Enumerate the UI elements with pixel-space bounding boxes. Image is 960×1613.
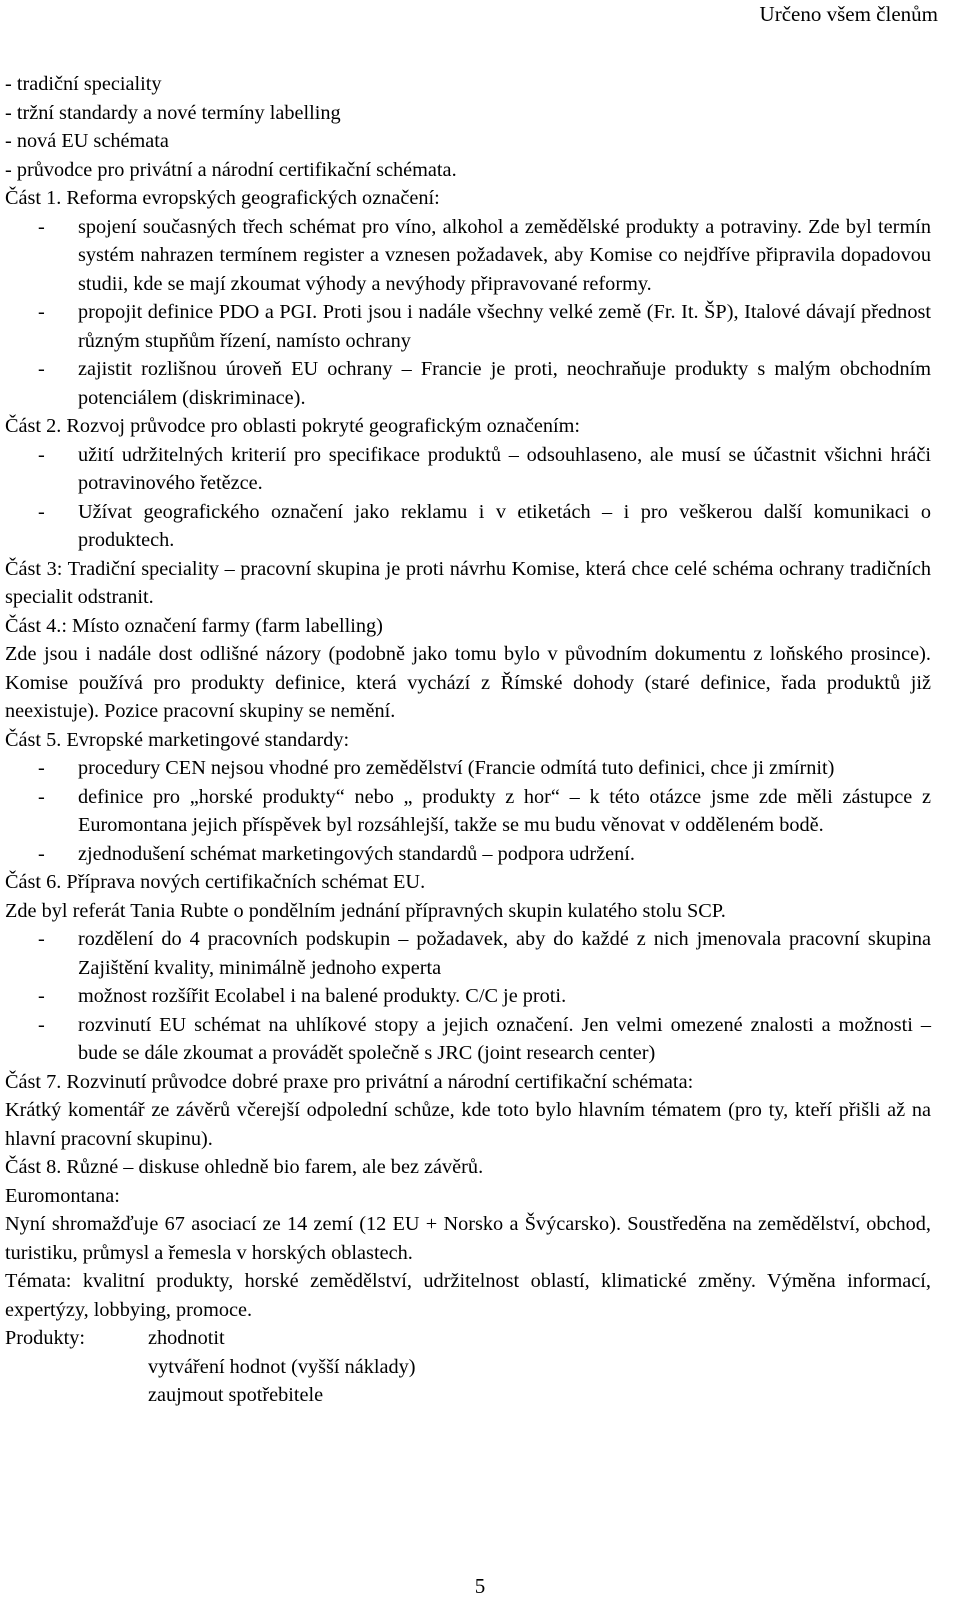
bullet-dash: - — [38, 985, 45, 1007]
intro-line: - tržní standardy a nové termíny labelling — [5, 101, 341, 124]
bullet-dash: - — [38, 1013, 45, 1036]
part4-text: Zde jsou i nadále dost odlišné názory (podobně jako tomu bylo v původním dokumentu z loňského prosince). Komise používá pro produkty definice, která vychází z Římské dohody (staré definice, řada produktů již neexistuje). Pozice pracovní skupiny se nemění. — [5, 643, 931, 722]
part5-bullet: - definice pro „horské produkty“ nebo „ produkty z hor“ – k této otázce jsme zde měli zástupce z Euromontana jejich příspěvek byl rozsáhlejší, takže se mu budu věnovat v odděleném bodě. — [5, 783, 931, 840]
product-item: vytváření hodnot (vyšší náklady) — [148, 1355, 416, 1378]
euromontana-topics: Témata: kvalitní produkty, horské zemědělství, udržitelnost oblastí, klimatické změny. Výměna informací, expertýzy, lobbying, promoce. — [5, 1270, 931, 1321]
intro-line: - průvodce pro privátní a národní certifikační schémata. — [5, 158, 457, 181]
euromontana-text: Nyní shromažďuje 67 asociací ze 14 zemí (12 EU + Norsko a Švýcarsko). Soustředěna na zemědělství, obchod, turistiku, průmysl a řemesla v horských oblastech. — [5, 1213, 931, 1264]
products-row — [5, 1324, 931, 1353]
bullet-dash: - — [38, 215, 45, 238]
part3-text: Část 3: Tradiční speciality – pracovní skupina je proti návrhu Komise, která chce celé schéma ochrany tradičních specialit odstranit. — [5, 557, 931, 608]
part7-text: Krátký komentář ze závěrů včerejší odpolední schůze, kde toto bylo hlavním tématem (pro ty, kteří přišli až na hlavní pracovní skupinu). — [5, 1099, 931, 1150]
part1-bullet: - propojit definice PDO a PGI. Proti jsou i nadále všechny velké země (Fr. It. ŠP), Italové dávají přednost různým stupňům řízení, namísto ochrany — [5, 298, 931, 355]
document-body — [5, 70, 931, 1410]
part7-heading: Část 7. Rozvinutí průvodce dobré praxe pro privátní a národní certifikační schémata: — [5, 1070, 694, 1093]
part5-heading: Část 5. Evropské marketingové standardy: — [5, 728, 350, 751]
bullet-dash: - — [38, 301, 45, 323]
bullet-dash: - — [38, 500, 45, 523]
part6-bullet: - možnost rozšířit Ecolabel i na balené produkty. C/C je proti. — [5, 982, 931, 1011]
part2-heading: Část 2. Rozvoj průvodce pro oblasti pokryté geografickým označením: — [5, 415, 581, 437]
part6-text: Zde byl referát Tania Rubte o pondělním jednání přípravných skupin kulatého stolu SCP. — [5, 899, 726, 922]
part6-bullet: - rozvinutí EU schémat na uhlíkové stopy a jejich označení. Jen velmi omezené znalosti a možnosti – bude se dále zkoumat a provádět společně s JRC (joint research center) — [5, 1011, 931, 1068]
part5-bullet: - zjednodušení schémat marketingových standardů – podpora udržení. — [5, 840, 931, 869]
part5-bullet: - procedury CEN nejsou vhodné pro zemědělství (Francie odmítá tuto definici, chce ji zmírnit) — [5, 754, 931, 783]
bullet-dash: - — [38, 443, 45, 466]
bullet-dash: - — [38, 842, 45, 865]
intro-line: - nová EU schémata — [5, 130, 169, 152]
part2-bullet: - Užívat geografického označení jako reklamu i v etiketách – i pro veškerou další komunikaci o produktech. — [5, 498, 931, 555]
bullet-dash: - — [38, 358, 45, 380]
product-item: zhodnotit — [148, 1327, 225, 1349]
bullet-dash: - — [38, 928, 45, 950]
part4-heading: Část 4.: Místo označení farmy (farm labelling) — [5, 614, 383, 637]
part1-bullet: - zajistit rozlišnou úroveň EU ochrany – Francie je proti, neochraňuje produkty s malým obchodním potenciálem (diskriminace). — [5, 355, 931, 412]
products-label: Produkty: — [5, 1327, 86, 1349]
intro-line: - tradiční speciality — [5, 73, 162, 95]
bullet-dash: - — [38, 785, 45, 808]
part1-heading: Část 1. Reforma evropských geografických označení: — [5, 187, 440, 209]
euromontana-heading: Euromontana: — [5, 1184, 120, 1207]
product-item: zaujmout spotřebitele — [148, 1384, 324, 1406]
document-header: Určeno všem členům — [759, 2, 938, 26]
part8-heading: Část 8. Různé – diskuse ohledně bio farem, ale bez závěrů. — [5, 1156, 484, 1178]
part6-bullet: - rozdělení do 4 pracovních podskupin – požadavek, aby do každé z nich jmenovala pracovní skupina Zajištění kvality, minimálně jednoho experta — [5, 925, 931, 982]
part2-bullet: - užití udržitelných kriterií pro specifikace produktů – odsouhlaseno, ale musí se účastnit všichni hráči potravinového řetězce. — [5, 441, 931, 498]
page-number: 5 — [474, 1574, 486, 1598]
part6-heading: Část 6. Příprava nových certifikačních schémat EU. — [5, 871, 426, 893]
part1-bullet: - spojení současných třech schémat pro víno, alkohol a zemědělské produkty a potraviny. Zde byl termín systém nahrazen termínem register a vznesen požadavek, aby Komise co nejdříve připravila dopadovou studii, kde se mají zkoumat výhody a nevýhody připravované reformy. — [5, 213, 931, 299]
bullet-dash: - — [38, 757, 45, 779]
